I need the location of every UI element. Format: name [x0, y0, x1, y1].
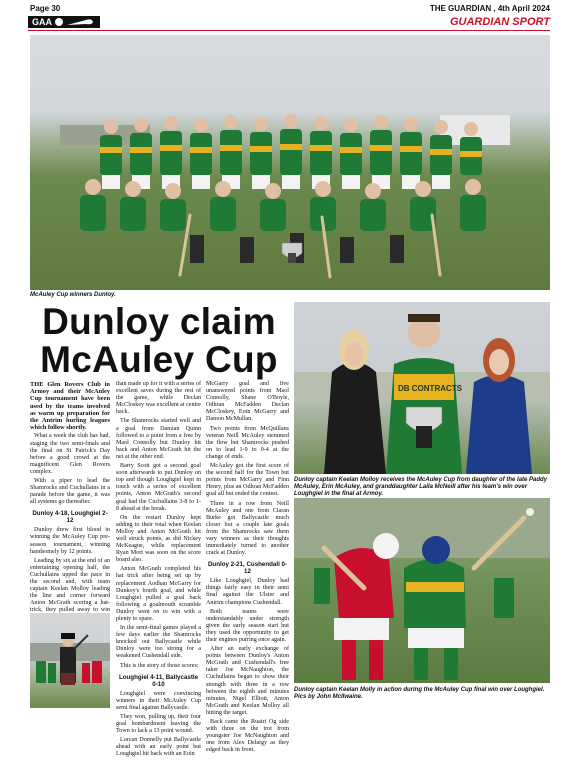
masthead	[0, 0, 580, 34]
hurley-icon	[66, 18, 94, 26]
paragraph: What a week the club has had, staging the two semi-finals and the final on St Patrick's Day before a good crowd at the magnificent Glen Rovers complex.	[30, 433, 110, 475]
paragraph: Back came the Ruairi Og side with three on the trot from youngster Joe McNaughton and one from Alex Delargy as they edged back in front.	[206, 719, 289, 754]
paragraph: McAuley got the first score of the second half for the Town but points from McGarry and Finn Henry, plus an Odhran McFadden goal all but ended the contest.	[206, 463, 289, 498]
result-subhead: Dunloy 4-18, Loughgiel 2-12	[32, 510, 108, 525]
gaa-section-badge	[28, 16, 100, 28]
paragraph: Two points from McQuillans veteran Neill McAuley stemmed the flow but Shamrocks pushed on to lead 1-9 to 0-4 at the change of ends.	[206, 425, 289, 460]
paragraph: In the semi-final games played a few days earlier the Shamrocks knocked out Ballycastle while Dunloy were too strong for a weakened Cushendall side.	[116, 625, 201, 660]
piper-photo	[30, 613, 110, 708]
top-photo-caption: McAuley Cup winners Dunloy.	[30, 292, 116, 298]
sliotar-icon	[526, 508, 534, 516]
piper-illustration	[30, 613, 110, 708]
paragraph: Anton McGrath completed his hat trick after being set up by replacement Aodhan McGarry for Dunkoy's fourth goal, and while Loughgiel pulled a goal back following a goalmouth scramble Dunloy went on to win with a plenty to spare.	[116, 566, 201, 622]
sliotar-icon	[55, 18, 63, 26]
paragraph: On the restart Dunloy kept adding to their total when Keelan Molloy and Anton McGrath hit well struck points, as did Nickey McKeague, while replacement Ryan Mort was soon on the score board also.	[116, 514, 201, 564]
paragraph: Loughgiel were convincing winners in their McAuley Cup semi final against Ballycastle.	[116, 690, 201, 711]
article-column-3	[206, 381, 289, 757]
team-photo	[30, 35, 550, 290]
paragraph: They won, pulling up, their four goal bombardment leaving the Town to lack a 13 point wound.	[116, 713, 201, 735]
gaa-badge-label: GAA	[32, 17, 52, 27]
paragraph: Lorcan Donnelly put Ballycastle ahead with an early point but Loughgiel hit back with an Eoin	[116, 737, 201, 758]
paragraph: than made up for it with a series of excellent saves during the rest of the game, while Declan McCloskey was excellent at centre back.	[116, 381, 201, 416]
paragraph: Like Loughgiel, Dunloy had things fairly easy in their semi final against the Ulster and Antrim champions Cushendall.	[206, 578, 289, 606]
cup-presentation-photo	[294, 302, 550, 474]
masthead-rule	[28, 30, 550, 31]
paragraph: Barry Scott got a second goal soon afterwards to put Dunloy on top and though Loughgiel kept in touch with a series of excellent points, Anton McGrath's second goal had the Cuchullains 3-8 to 1-8 ahead at the break.	[116, 463, 201, 512]
match-action-photo	[294, 498, 550, 683]
presentation-illustration	[294, 302, 550, 474]
paragraph: The Shamrocks started well and a goal from Damian Quinn followed to a point from a free by Maol Connolly but Dunloy hit back and Anton McGrath hit the net at the other end.	[116, 418, 201, 460]
paragraph: Three in a row from Neill McAuley and one from Ciaran Burke got Ballycastle much closer but a couple late goals from the Shamrocks saw them vary winners as their thoughts immediately turned to another crack at Dunloy.	[206, 500, 289, 557]
sport-banner: GUARDIAN SPORT	[449, 16, 550, 28]
paper-date: THE GUARDIAN , 4th April 2024	[429, 4, 550, 13]
paragraph: Dunloy drew first blood in winning the McAuley Cup pre-season tournament, winning handsomely by 12 points.	[30, 527, 110, 555]
article-headline	[30, 303, 288, 379]
sponsor-board-text: DB CONTRACTS	[398, 384, 462, 393]
result-subhead: Dunloy 2-21, Cushendall 0-12	[207, 561, 288, 576]
team-group-illustration	[60, 105, 520, 280]
headline-line-1: Dunloy claim	[42, 301, 276, 342]
paragraph: This is the story of those scores:	[120, 662, 199, 669]
paragraph: With a piper to lead the Shamrocks and Cuchullains in a parade before the game, it was all systems go thereafter.	[30, 477, 110, 506]
paragraph: After an early exchange of points between Dunloy's Anton McGrath and Cushendall's free taker Joe McNaughton, the Cuchullains began to show their strength with three in a row between the eighth and minutes minutes, Nigel Elliott, Anton McGrath and Keelan Molloy all hitting the target.	[206, 646, 289, 716]
bottom-photo-caption: Dunloy captain Keelan Molly in action during the McAuley Cup final win over Loughgiel. Pics by John McIlwaine.	[294, 687, 545, 700]
paragraph: McGarry goal and five unanswered points from Maol Connolly, Shane O'Boyle, Odhran McFadden Declan McCloskey, Eoin McGarry and Damon McMullan.	[206, 381, 289, 423]
paragraph: Both teams were understandably under strength given the early season start but they used the opportunity to get their engines purring once again.	[206, 608, 289, 643]
page-number: Page 30	[30, 4, 61, 13]
result-subhead: Loughgiel 4-11, Ballycastle 0-10	[118, 673, 199, 688]
article-lead: THE Glen Rovers Club in Armoy and their McAuley Cup tournament have been used by the teams involved as warm up preparation for the Antrim hurling leagues which follow shortly.	[30, 381, 110, 432]
paragraph: Leading by six at the end of an entertaining opening half, the Cuchullains upped the pace in the second and, with team captain Keelan Molloy leading the line and corner forward Anton McGrath scoring a hat-trick, they pulled away to win	[30, 557, 110, 614]
article-column-1	[30, 381, 110, 647]
article-column-2	[116, 381, 201, 761]
action-illustration	[294, 498, 550, 683]
headline-line-2: McAuley Cup	[40, 339, 278, 380]
mid-photo-caption: Dunloy captain Keelan Molloy receives the McAuley Cup from daughter of the late Paddy McAuley, Erin McAuley, and granddaughter Laila McNeill after his team's win over Loughgiel in the final at Armoy.	[294, 477, 548, 497]
